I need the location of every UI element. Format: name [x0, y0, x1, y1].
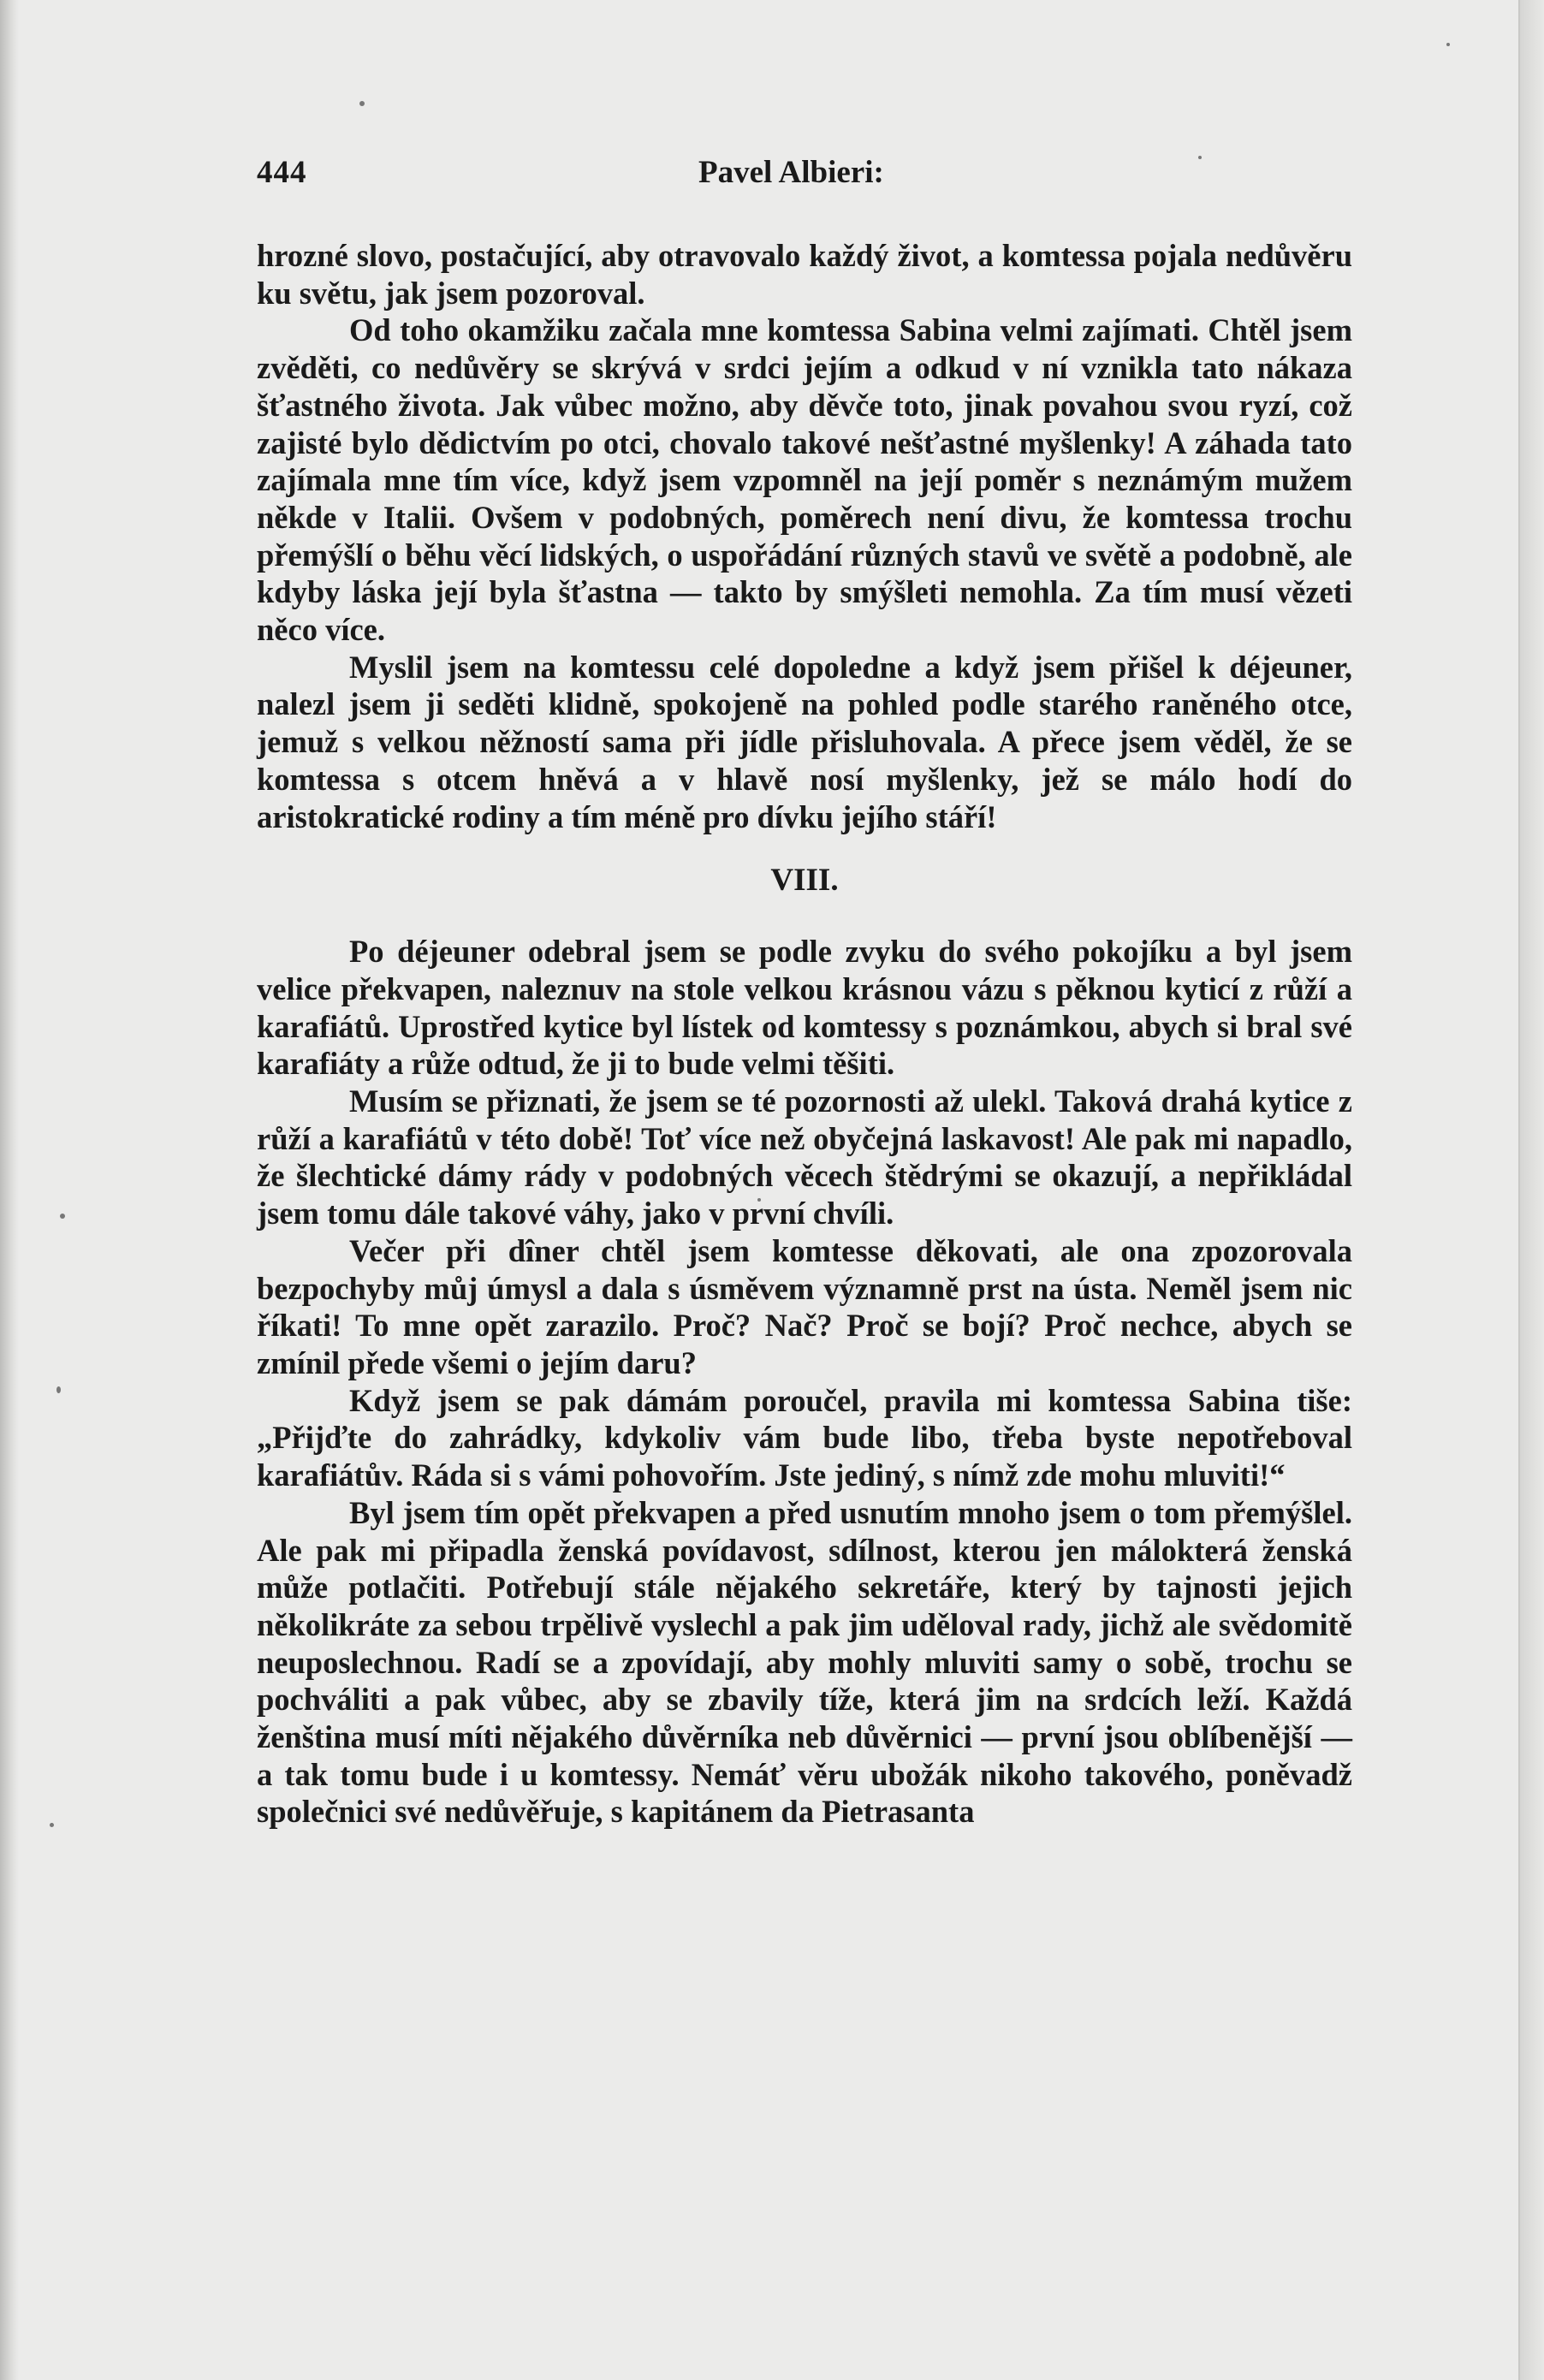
- paragraph: Byl jsem tím opět překvapen a před usnutím mnoho jsem o tom přemýšlel. Ale pak mi připadla ženská povídavost, sdílnost, kterou jen málokterá ženská může potlačiti. Potřebují stále nějakého sekretáře, který by tajnosti jejich několikráte za sebou trpělivě vyslechl a pak jim uděloval rady, jichž ale svědomitě neuposlechnou. Radí se a zpovídají, aby mohly mluviti samy o sobě, trochu se pochváliti a pak vůbec, aby se zbavily tíže, která jim na srdcích leží. Každá ženština musí míti nějakého důvěrníka neb důvěrnici — první jsou oblíbenější — a tak tomu bude i u komtessy. Nemáť věru ubožák nikoho takového, poněvadž společnici své nedůvěřuje, s kapitánem da Pietrasanta: [257, 1494, 1352, 1830]
- paragraph: Po déjeuner odebral jsem se podle zvyku do svého pokojíku a byl jsem velice překvapen, naleznuv na stole velkou krásnou vázu s pěknou kyticí z růží a karafiátů. Uprostřed kytice byl lístek od komtessy s poznámkou, abych si bral své karafiáty a růže odtud, že ji to bude velmi těšiti.: [257, 934, 1352, 1082]
- running-title: Pavel Albieri:: [698, 155, 884, 190]
- paragraph: hrozné slovo, postačující, aby otravovalo každý život, a komtessa pojala nedůvěru ku světu, jak jsem pozoroval.: [257, 238, 1352, 311]
- scan-speck: [1446, 43, 1450, 46]
- page-right-edge: [1518, 0, 1544, 2380]
- page-spine-edge: [0, 0, 19, 2380]
- body-text: [257, 237, 1352, 1831]
- paragraph: Musím se přiznati, že jsem se té pozornosti až ulekl. Taková drahá kytice z růží a karafiátů v této době! Toť více než obyčejná laskavost! Ale pak mi napadlo, že šlechtické dámy rády v podobných věcech štědrými se okazují, a nepřikládal jsem tomu dále takové váhy, jako v první chvíli.: [257, 1083, 1352, 1232]
- paragraph: Od toho okamžiku začala mne komtessa Sabina velmi zajímati. Chtěl jsem zvěděti, co nedůvěry se skrývá v srdci jejím a odkud v ní vznikla tato nákaza šťastného života. Jak vůbec možno, aby děvče toto, jinak povahou svou ryzí, což zajisté bylo dědictvím po otci, chovalo takové nešťastné myšlenky! A záhada tato zajímala mne tím více, když jsem vzpomněl na její poměr s neznámým mužem někde v Italii. Ovšem v podobných, poměrech není divu, že komtessa trochu přemýšlí o běhu věcí lidských, o uspořádání různých stavů ve světě a podobně, ale kdyby láska její byla šťastna — takto by smýšleti nemohla. Za tím musí vězeti něco více.: [257, 312, 1352, 648]
- scan-speck: [50, 1823, 54, 1827]
- paragraph: Večer při dîner chtěl jsem komtesse děkovati, ale ona zpozorovala bezpochyby můj úmysl a dala s úsměvem významně prst na ústa. Neměl jsem nic říkati! To mne opět zarazilo. Proč? Nač? Proč se bojí? Proč nechce, abych se zmínil přede všemi o jejím daru?: [257, 1232, 1352, 1380]
- page-number: 444: [257, 155, 307, 190]
- scan-speck: [56, 1386, 61, 1393]
- chapter-heading: VIII.: [770, 863, 839, 899]
- running-head: [257, 154, 1352, 205]
- paragraph: Myslil jsem na komtessu celé dopoledne a když jsem přišel k déjeuner, nalezl jsem ji seděti klidně, spokojeně na pohled podle starého raněného otce, jemuž s velkou něžností sama při jídle přisluhovala. A přece jsem věděl, že se komtessa s otcem hněvá a v hlavě nosí myšlenky, jež se málo hodí do aristokratické rodiny a tím méně pro dívku jejího stáří!: [257, 649, 1352, 834]
- scan-speck: [359, 101, 365, 106]
- scan-speck: [60, 1214, 65, 1219]
- paragraph: Když jsem se pak dámám poroučel, pravila mi komtessa Sabina tiše: „Přijďte do zahrádky, kdykoliv vám bude libo, třeba byste nepotřeboval karafiátův. Ráda si s vámi pohovořím. Jste jediný, s nímž zde mohu mluviti!“: [257, 1382, 1352, 1493]
